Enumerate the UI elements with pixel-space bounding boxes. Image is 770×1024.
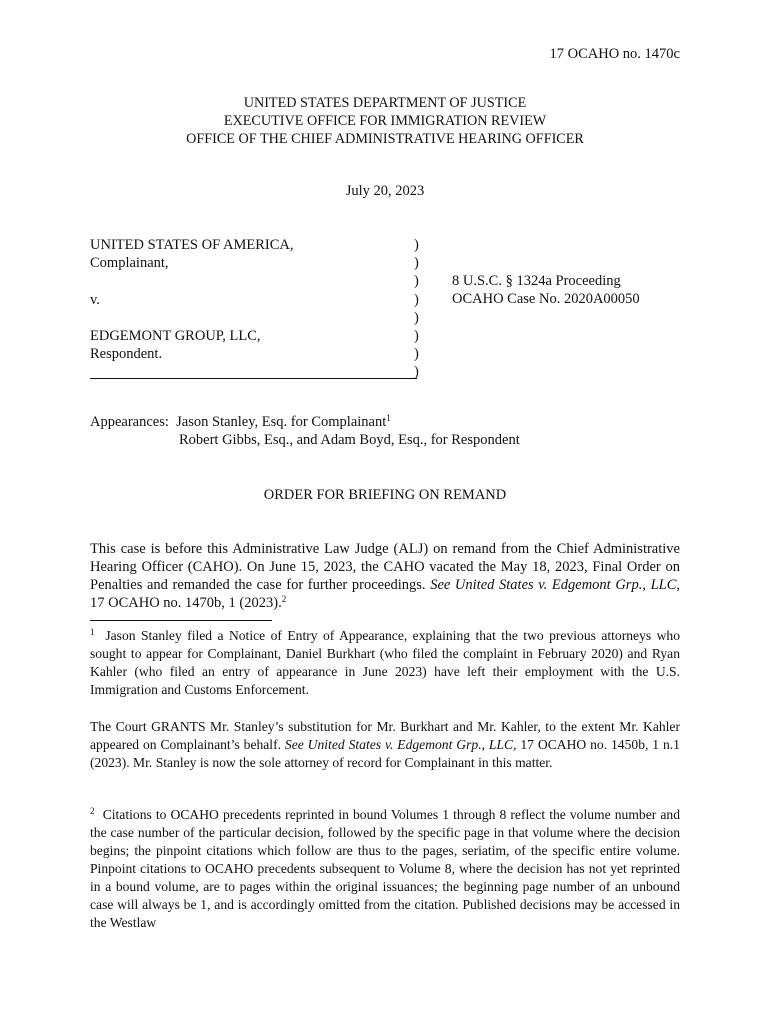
caption-paren: ) — [414, 291, 419, 308]
appearances — [90, 413, 520, 449]
case-number: OCAHO Case No. 2020A00050 — [452, 291, 640, 308]
footnote-ref-1: 1 — [386, 413, 391, 423]
case-citation: See United States v. Edgemont Grp., LLC — [284, 737, 514, 752]
footnote-2 — [90, 806, 680, 932]
caption-paren: ) — [414, 237, 419, 253]
order-title: ORDER FOR BRIEFING ON REMAND — [263, 487, 507, 503]
body-paragraph-1 — [90, 540, 680, 612]
case-caption-proceeding — [452, 272, 640, 308]
respondent-name: EDGEMONT GROUP, LLC, — [90, 327, 261, 344]
caption-paren: ) — [414, 327, 419, 344]
caption-paren: ) — [414, 273, 419, 290]
versus: v. — [90, 291, 100, 308]
proceeding-type: 8 U.S.C. § 1324a Proceeding — [452, 273, 621, 289]
footnote-number: 2 — [90, 806, 95, 816]
caption-paren: ) — [414, 255, 419, 272]
footnote-divider — [90, 620, 272, 621]
footnote-1 — [90, 627, 680, 699]
appearances-label: Appearances: — [90, 414, 169, 430]
caption-paren: ) — [414, 346, 419, 363]
footnote-text: Jason Stanley filed a Notice of Entry of Appearance, explaining that the two previous attorneys who sought to appear for Complainant, Daniel Burkhart (who filed the complaint in February 2020) and Ryan Kahler (who filed an entry of appearance in June 2023) have left their employment with the U.S. Immigration and Customs Enforcement. — [90, 628, 681, 697]
caption-underline — [90, 378, 417, 379]
body-text: This case is before this Administrative Law Judge (ALJ) on remand from the Chief Administrative Hearing Officer (CAHO). On June 15, 2023, the CAHO vacated the May 18, 2023, Final Order on Penalties and remanded the case for further proceedings. — [90, 541, 680, 593]
body-text: , 17 OCAHO no. 1470b, 1 (2023). — [90, 577, 680, 611]
appearance-respondent: Robert Gibbs, Esq., and Adam Boyd, Esq., for Respondent — [179, 432, 520, 449]
complainant-name: UNITED STATES OF AMERICA, — [90, 237, 294, 253]
appearance-complainant: Jason Stanley, Esq. for Complainant — [176, 414, 387, 430]
agency-line-2: EXECUTIVE OFFICE FOR IMMIGRATION REVIEW — [223, 113, 547, 129]
agency-heading — [0, 94, 770, 148]
case-citation: See United States v. Edgemont Grp., LLC — [430, 577, 677, 593]
footnote-ref-2: 2 — [281, 594, 287, 604]
agency-line-1: UNITED STATES DEPARTMENT OF JUSTICE — [243, 95, 527, 111]
footnote-text: Citations to OCAHO precedents reprinted in bound Volumes 1 through 8 reflect the volume number and the case number of the particular decision, followed by the specific page in that volume where the decision begins; the pinpoint citations which follow are thus to the pages, seriatim, of the specific entire volume. Pinpoint citations to OCAHO precedents subsequent to Volume 8, where the decision has not yet reprinted in a bound volume, are to pages within the original issuances; the beginning page number of an unbound case will always be 1, and is accordingly omitted from the citation. Published decisions may be accessed in the Westlaw — [90, 807, 680, 930]
agency-line-3: OFFICE OF THE CHIEF ADMINISTRATIVE HEARING OFFICER — [186, 131, 584, 147]
footnote-1-continued — [90, 718, 680, 772]
case-reference: 17 OCAHO no. 1470c — [549, 46, 680, 62]
respondent-role: Respondent. — [90, 346, 163, 363]
caption-paren: ) — [414, 364, 419, 381]
footnote-number: 1 — [90, 627, 95, 637]
footnote-text: The Court GRANTS Mr. Stanley’s substitution for Mr. Burkhart and Mr. Kahler, to the extent Mr. Kahler appeared on Complainant’s behalf. — [90, 719, 680, 752]
footnote-text: , 17 OCAHO no. 1450b, 1 n.1 (2023). Mr. Stanley is now the sole attorney of record for Complainant in this matter. — [90, 737, 680, 770]
caption-parentheses — [414, 236, 419, 382]
caption-paren: ) — [414, 309, 419, 326]
order-date: July 20, 2023 — [345, 183, 425, 199]
complainant-role: Complainant, — [90, 255, 169, 272]
case-caption-parties — [90, 236, 293, 363]
